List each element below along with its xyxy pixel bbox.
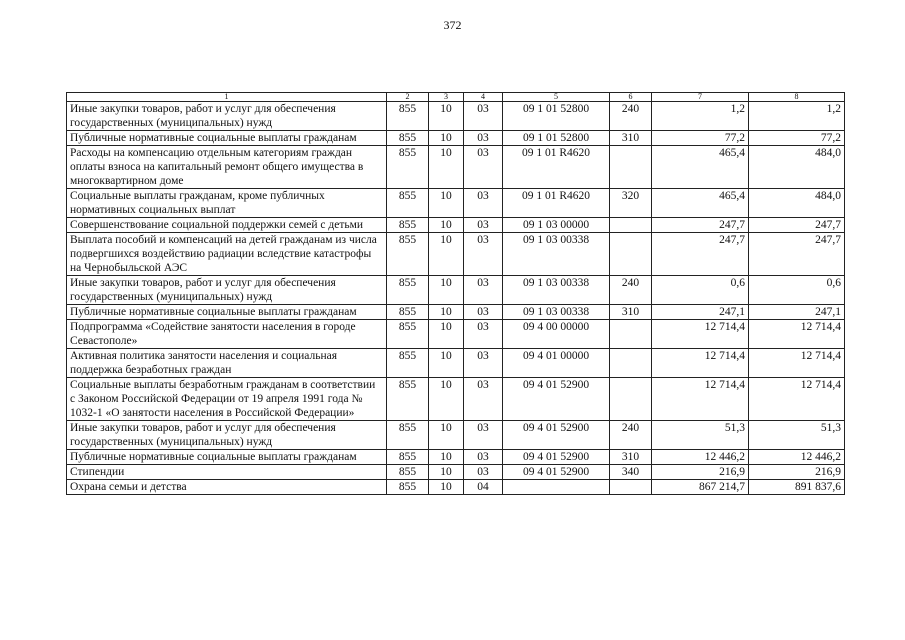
cell-amount-year2: 77,2 <box>749 131 845 146</box>
cell-section: 10 <box>429 218 464 233</box>
cell-target-article: 09 1 03 00338 <box>503 276 610 305</box>
cell-ministry-code: 855 <box>387 276 429 305</box>
cell-amount-year2: 216,9 <box>749 465 845 480</box>
cell-name: Совершенствование социальной поддержки семей с детьми <box>67 218 387 233</box>
cell-amount-year1: 867 214,7 <box>652 480 749 495</box>
cell-expense-type <box>610 218 652 233</box>
cell-target-article: 09 4 01 52900 <box>503 421 610 450</box>
cell-name: Социальные выплаты гражданам, кроме публичных нормативных социальных выплат <box>67 189 387 218</box>
table-row <box>67 276 845 305</box>
column-number: 5 <box>503 93 610 102</box>
cell-expense-type: 240 <box>610 421 652 450</box>
cell-ministry-code: 855 <box>387 421 429 450</box>
cell-subsection: 03 <box>464 131 503 146</box>
cell-amount-year2: 12 714,4 <box>749 349 845 378</box>
cell-subsection: 03 <box>464 450 503 465</box>
cell-amount-year1: 0,6 <box>652 276 749 305</box>
cell-target-article: 09 4 01 52900 <box>503 465 610 480</box>
cell-ministry-code: 855 <box>387 320 429 349</box>
cell-expense-type <box>610 378 652 421</box>
table-row <box>67 102 845 131</box>
cell-subsection: 03 <box>464 305 503 320</box>
cell-target-article: 09 1 03 00000 <box>503 218 610 233</box>
cell-section: 10 <box>429 421 464 450</box>
cell-amount-year1: 1,2 <box>652 102 749 131</box>
cell-target-article: 09 1 01 52800 <box>503 102 610 131</box>
column-number: 8 <box>749 93 845 102</box>
cell-ministry-code: 855 <box>387 480 429 495</box>
cell-ministry-code: 855 <box>387 305 429 320</box>
cell-name: Публичные нормативные социальные выплаты гражданам <box>67 305 387 320</box>
cell-subsection: 03 <box>464 146 503 189</box>
cell-amount-year2: 12 714,4 <box>749 320 845 349</box>
cell-amount-year2: 12 446,2 <box>749 450 845 465</box>
cell-expense-type <box>610 233 652 276</box>
cell-expense-type: 310 <box>610 131 652 146</box>
cell-target-article <box>503 480 610 495</box>
cell-name: Расходы на компенсацию отдельным категориям граждан оплаты взноса на капитальный ремонт общего имущества в многоквартирном доме <box>67 146 387 189</box>
cell-amount-year1: 247,7 <box>652 233 749 276</box>
table-row <box>67 465 845 480</box>
cell-name: Публичные нормативные социальные выплаты гражданам <box>67 450 387 465</box>
table-row <box>67 146 845 189</box>
cell-amount-year2: 0,6 <box>749 276 845 305</box>
column-number: 6 <box>610 93 652 102</box>
cell-amount-year2: 891 837,6 <box>749 480 845 495</box>
cell-name: Выплата пособий и компенсаций на детей гражданам из числа подвергшихся воздействию радиации вследствие катастрофы на Чернобыльской АЭС <box>67 233 387 276</box>
column-number: 1 <box>67 93 387 102</box>
table-row <box>67 349 845 378</box>
cell-subsection: 03 <box>464 421 503 450</box>
cell-name: Иные закупки товаров, работ и услуг для обеспечения государственных (муниципальных) нужд <box>67 102 387 131</box>
cell-name: Активная политика занятости населения и социальная поддержка безработных граждан <box>67 349 387 378</box>
cell-ministry-code: 855 <box>387 378 429 421</box>
cell-expense-type <box>610 480 652 495</box>
cell-amount-year2: 51,3 <box>749 421 845 450</box>
cell-name: Социальные выплаты безработным гражданам в соответствии с Законом Российской Федерации от 19 апреля 1991 года № 1032-1 «О занятости населения в Российской Федерации» <box>67 378 387 421</box>
cell-target-article: 09 1 03 00338 <box>503 233 610 276</box>
cell-name: Стипендии <box>67 465 387 480</box>
cell-section: 10 <box>429 102 464 131</box>
table-row <box>67 233 845 276</box>
cell-expense-type: 240 <box>610 276 652 305</box>
cell-section: 10 <box>429 320 464 349</box>
cell-section: 10 <box>429 480 464 495</box>
cell-ministry-code: 855 <box>387 465 429 480</box>
cell-ministry-code: 855 <box>387 450 429 465</box>
cell-name: Охрана семьи и детства <box>67 480 387 495</box>
cell-target-article: 09 4 00 00000 <box>503 320 610 349</box>
cell-expense-type <box>610 320 652 349</box>
table-row <box>67 450 845 465</box>
cell-section: 10 <box>429 378 464 421</box>
column-number-row <box>67 93 845 102</box>
page-number: 372 <box>443 18 462 32</box>
cell-target-article: 09 4 01 52900 <box>503 378 610 421</box>
cell-section: 10 <box>429 276 464 305</box>
cell-amount-year1: 77,2 <box>652 131 749 146</box>
cell-ministry-code: 855 <box>387 189 429 218</box>
table-row <box>67 480 845 495</box>
table-row <box>67 305 845 320</box>
cell-subsection: 03 <box>464 349 503 378</box>
cell-ministry-code: 855 <box>387 349 429 378</box>
cell-target-article: 09 1 01 52800 <box>503 131 610 146</box>
cell-amount-year1: 216,9 <box>652 465 749 480</box>
column-number: 2 <box>387 93 429 102</box>
cell-target-article: 09 4 01 52900 <box>503 450 610 465</box>
cell-section: 10 <box>429 305 464 320</box>
cell-section: 10 <box>429 189 464 218</box>
cell-amount-year1: 465,4 <box>652 146 749 189</box>
cell-expense-type: 340 <box>610 465 652 480</box>
cell-expense-type: 240 <box>610 102 652 131</box>
table-row <box>67 131 845 146</box>
cell-amount-year2: 247,7 <box>749 218 845 233</box>
cell-expense-type <box>610 349 652 378</box>
cell-amount-year1: 12 446,2 <box>652 450 749 465</box>
cell-section: 10 <box>429 349 464 378</box>
cell-amount-year2: 484,0 <box>749 146 845 189</box>
cell-section: 10 <box>429 131 464 146</box>
cell-subsection: 03 <box>464 102 503 131</box>
cell-name: Подпрограмма «Содействие занятости населения в городе Севастополе» <box>67 320 387 349</box>
cell-name: Иные закупки товаров, работ и услуг для обеспечения государственных (муниципальных) нужд <box>67 421 387 450</box>
cell-amount-year1: 12 714,4 <box>652 320 749 349</box>
cell-subsection: 03 <box>464 320 503 349</box>
cell-amount-year2: 12 714,4 <box>749 378 845 421</box>
table-row <box>67 320 845 349</box>
cell-target-article: 09 1 01 R4620 <box>503 189 610 218</box>
table-row <box>67 218 845 233</box>
cell-subsection: 03 <box>464 465 503 480</box>
cell-ministry-code: 855 <box>387 233 429 276</box>
cell-amount-year1: 247,1 <box>652 305 749 320</box>
cell-subsection: 03 <box>464 276 503 305</box>
cell-amount-year2: 247,1 <box>749 305 845 320</box>
cell-amount-year1: 12 714,4 <box>652 349 749 378</box>
cell-amount-year1: 51,3 <box>652 421 749 450</box>
cell-amount-year1: 12 714,4 <box>652 378 749 421</box>
table-row <box>67 378 845 421</box>
cell-ministry-code: 855 <box>387 102 429 131</box>
cell-section: 10 <box>429 146 464 189</box>
cell-section: 10 <box>429 233 464 276</box>
column-number: 4 <box>464 93 503 102</box>
cell-ministry-code: 855 <box>387 218 429 233</box>
cell-subsection: 03 <box>464 218 503 233</box>
cell-name: Публичные нормативные социальные выплаты гражданам <box>67 131 387 146</box>
cell-amount-year2: 247,7 <box>749 233 845 276</box>
table-row <box>67 421 845 450</box>
cell-expense-type: 310 <box>610 450 652 465</box>
cell-subsection: 04 <box>464 480 503 495</box>
column-number: 7 <box>652 93 749 102</box>
cell-subsection: 03 <box>464 378 503 421</box>
cell-expense-type <box>610 146 652 189</box>
cell-target-article: 09 4 01 00000 <box>503 349 610 378</box>
column-number: 3 <box>429 93 464 102</box>
cell-amount-year1: 247,7 <box>652 218 749 233</box>
cell-target-article: 09 1 01 R4620 <box>503 146 610 189</box>
cell-subsection: 03 <box>464 233 503 276</box>
cell-expense-type: 310 <box>610 305 652 320</box>
cell-ministry-code: 855 <box>387 146 429 189</box>
cell-section: 10 <box>429 450 464 465</box>
cell-expense-type: 320 <box>610 189 652 218</box>
cell-ministry-code: 855 <box>387 131 429 146</box>
cell-amount-year2: 484,0 <box>749 189 845 218</box>
budget-table <box>66 92 845 495</box>
table-row <box>67 189 845 218</box>
cell-target-article: 09 1 03 00338 <box>503 305 610 320</box>
cell-subsection: 03 <box>464 189 503 218</box>
cell-amount-year2: 1,2 <box>749 102 845 131</box>
cell-amount-year1: 465,4 <box>652 189 749 218</box>
cell-section: 10 <box>429 465 464 480</box>
cell-name: Иные закупки товаров, работ и услуг для обеспечения государственных (муниципальных) нужд <box>67 276 387 305</box>
